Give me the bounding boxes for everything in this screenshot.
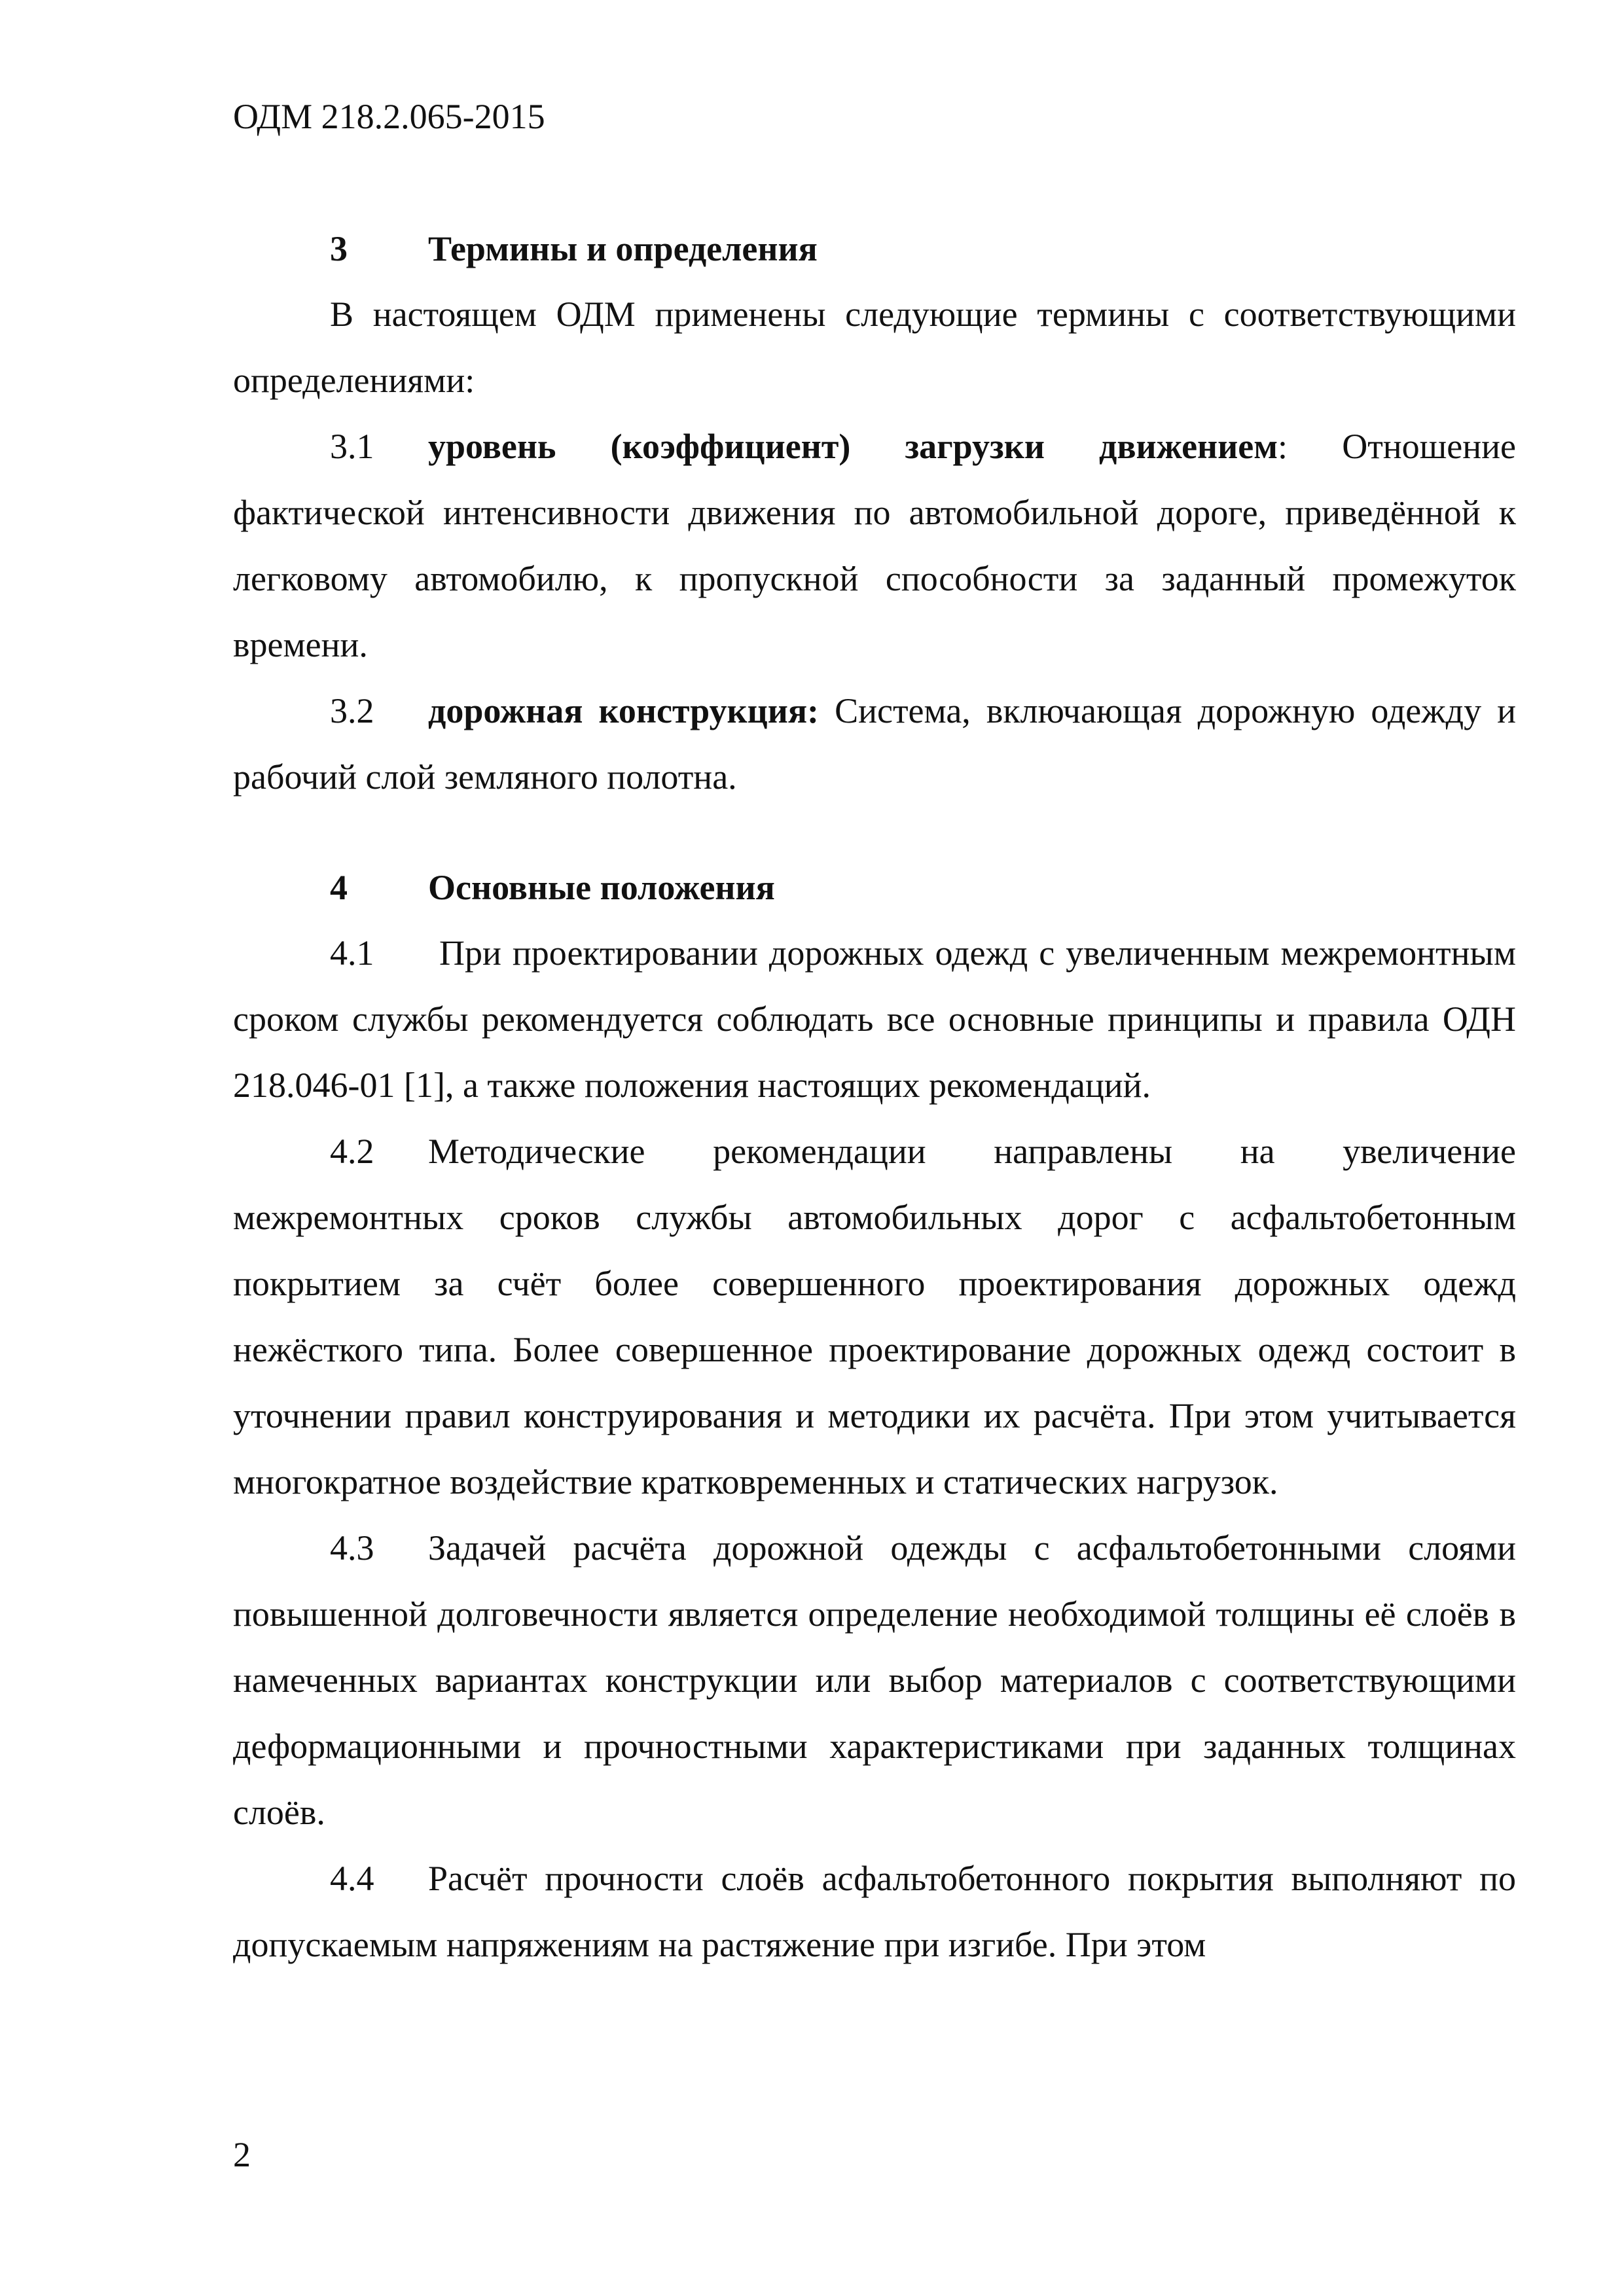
clause-number: 4.3 xyxy=(330,1528,374,1568)
definition-3-2 xyxy=(233,678,1516,810)
section-3-heading xyxy=(233,216,1516,281)
page-number: 2 xyxy=(233,2135,251,2174)
section-3-number: 3 xyxy=(330,229,348,268)
clause-text: Методические рекомендации направлены на увеличение межремонтных сроков службы автомобильных дорог с асфальтобетонным покрытием за счёт более совершенного проектирования дорожных одежд нежёсткого типа. Более совершенное проектирование дорожных одежд состоит в уточнении правил конструирования и методики их расчёта. При этом учитывается многократное воздействие кратковременных и статических нагрузок. xyxy=(233,1132,1516,1501)
definition-3-1 xyxy=(233,414,1516,678)
section-4-title: Основные положения xyxy=(428,868,775,907)
section-3-title: Термины и определения xyxy=(428,229,818,268)
clause-number: 4.4 xyxy=(330,1859,374,1898)
clause-4-1 xyxy=(233,920,1516,1119)
section-spacer xyxy=(233,810,1516,855)
clause-text: При проектировании дорожных одежд с увеличенным межремонтным сроком службы рекомендуется соблюдать все основные принципы и правила ОДН 218.046-01 [1], а также положения настоящих рекомендаций. xyxy=(233,933,1516,1105)
clause-4-3 xyxy=(233,1515,1516,1846)
page-content xyxy=(233,216,1516,1978)
section-3-intro: В настоящем ОДМ применены следующие термины с соответствующими определениями: xyxy=(233,295,1516,400)
clause-4-2 xyxy=(233,1119,1516,1515)
clause-text: Задачей расчёта дорожной одежды с асфальтобетонными слоями повышенной долговечности является определение необходимой толщины её слоёв в намеченных вариантах конструкции или выбор материалов с соответствующими деформационными и прочностными характеристиками при заданных толщинах слоёв. xyxy=(233,1528,1516,1832)
clause-number: 4.1 xyxy=(330,933,374,973)
term-separator: : xyxy=(1278,427,1288,466)
clause-4-4 xyxy=(233,1846,1516,1978)
definition-text: Отношение фактической интенсивности движения по автомобильной дороге, приведённой к легковому автомобилю, к пропускной способности за заданный промежуток времени. xyxy=(233,427,1516,664)
document-code: ОДМ 218.2.065-2015 xyxy=(233,97,545,136)
clause-number: 4.2 xyxy=(330,1132,374,1171)
term: дорожная конструкция: xyxy=(428,691,820,730)
clause-text: Расчёт прочности слоёв асфальтобетонного покрытия выполняют по допускаемым напряжениям на растяжение при изгибе. При этом xyxy=(233,1859,1516,1964)
section-4-number: 4 xyxy=(330,868,348,907)
section-4-heading xyxy=(233,855,1516,920)
clause-number: 3.2 xyxy=(330,691,374,730)
clause-number: 3.1 xyxy=(330,427,374,466)
term: уровень (коэффициент) загрузки движением xyxy=(428,427,1278,466)
definition-text: Система, включающая дорожную одежду и рабочий слой земляного полотна. xyxy=(233,691,1516,797)
